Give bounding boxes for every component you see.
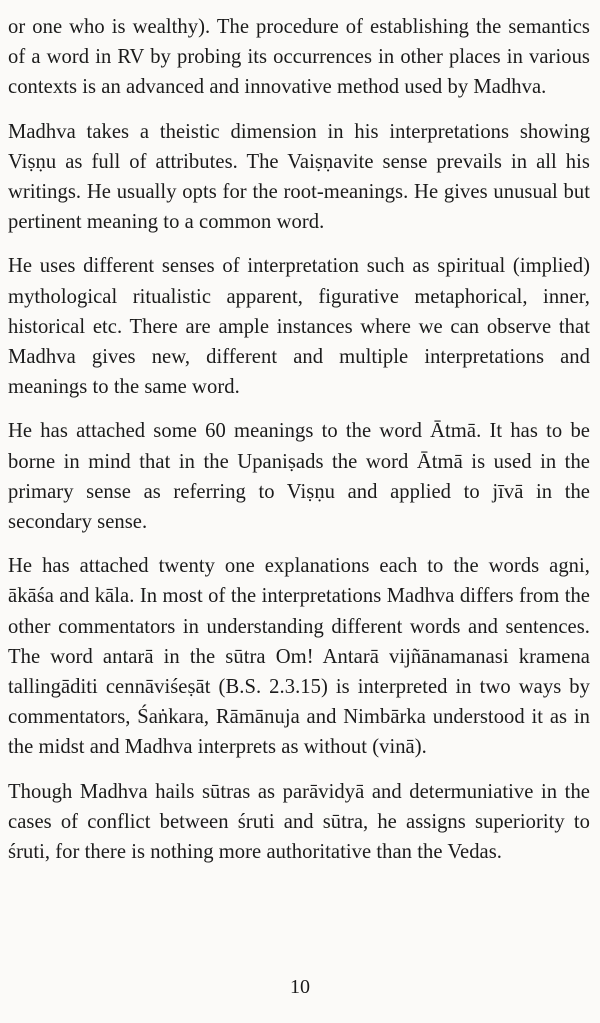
page-number: 10: [290, 976, 310, 998]
paragraph-4: He has attached some 60 meanings to the word Ātmā. It has to be borne in mind that in the Upaniṣads the word Ātmā is used in the primary sense as referring to Viṣṇu and applied to jīvā in the secondary sense.: [8, 420, 590, 534]
page-body: [8, 12, 590, 881]
paragraph-6: Though Madhva hails sūtras as parāvidyā and determuniative in the cases of conflict between śruti and sūtra, he assigns superiority to śruti, for there is nothing more authoritative than the Vedas.: [8, 780, 590, 864]
paragraph-5: He has attached twenty one explanations each to the words agni, ākāśa and kāla. In most of the interpretations Madhva differs from the other commentators in understanding different words and sentences. The word antarā in the sūtra Om! Antarā vijñānamanasi kramena tallingāditi cennāviśeṣāt (B.S. 2.3.15) is interpreted in two ways by commentators, Śaṅkara, Rāmānuja and Nimbārka understood it as in the midst and Madhva interprets as without (vinā).: [8, 555, 590, 759]
paragraph-2: Madhva takes a theistic dimension in his interpretations showing Viṣṇu as full of attributes. The Vaiṣṇavite sense prevails in all his writings. He usually opts for the root-meanings. He gives unusual but pertinent meaning to a common word.: [8, 120, 590, 234]
paragraph-3: He uses different senses of interpretation such as spiritual (implied) mythological ritualistic apparent, figurative metaphorical, inner, historical etc. There are ample instances where we can observe that Madhva gives new, different and multiple interpretations and meanings to the same word.: [8, 255, 590, 399]
paragraph-1: or one who is wealthy). The procedure of establishing the semantics of a word in RV by probing its occurrences in other places in various contexts is an advanced and innovative method used by Madhva.: [8, 16, 590, 99]
